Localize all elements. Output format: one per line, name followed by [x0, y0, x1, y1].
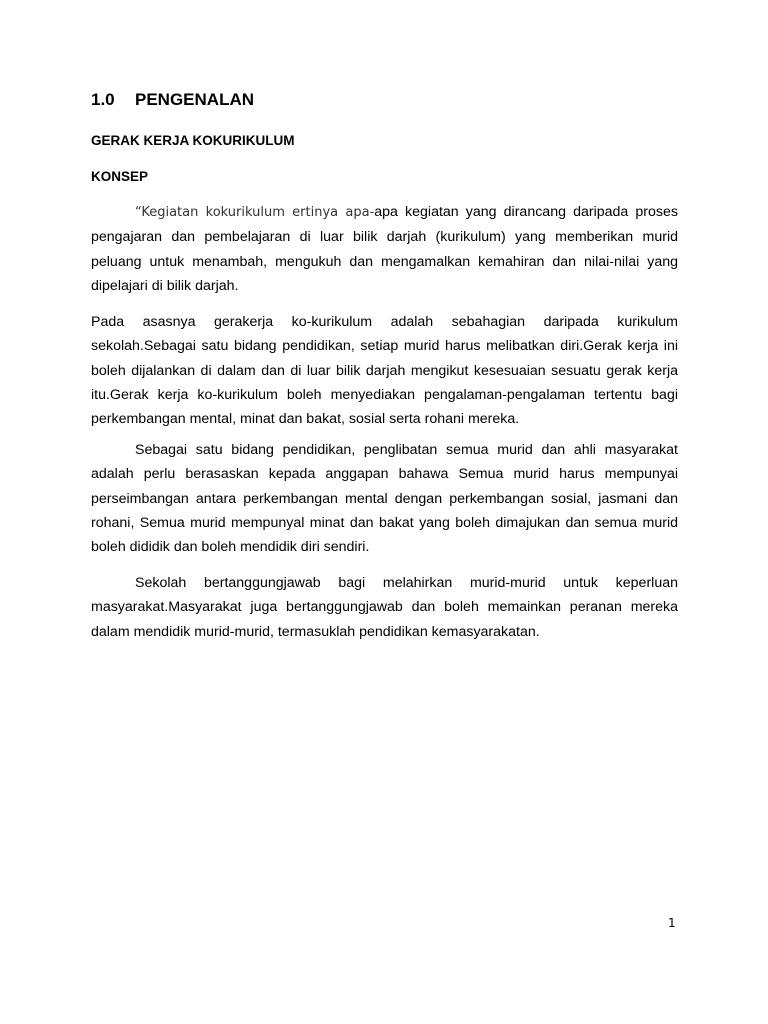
paragraph-1-text: apa kegiatan yang dirancang daripada proses pengajaran dan pembelajaran di luar bilik darjah (kurikulum) yang memberikan murid peluang untuk menambah, mengukuh dan mengamalkan kemahiran dan nilai-nilai yang dipelajari di bilik darjah. [91, 204, 678, 294]
page-number: 1 [668, 916, 676, 930]
paragraph-4: Sekolah bertanggungjawab bagi melahirkan murid-murid untuk keperluan masyarakat.Masyarakat juga bertanggungjawab dan boleh memainkan peranan mereka dalam mendidik murid-murid, termasuklah pendidikan kemasyarakatan. [91, 575, 678, 640]
section-number: 1.0 [91, 90, 115, 109]
concept-label: KONSEP [91, 169, 149, 184]
paragraph-3: Sebagai satu bidang pendidikan, penglibatan semua murid dan ahli masyarakat adalah perlu berasaskan kepada anggapan bahawa Semua murid harus mempunyai perseimbangan antara perkembangan mental dengan perkembangan sosial, jasmani dan rohani, Semua murid mempunyal minat dan bakat yang boleh dimajukan dan semua murid boleh dididik dan boleh mendidik diri sendiri. [91, 442, 678, 556]
subsection-heading: GERAK KERJA KOKURIKULUM [91, 133, 295, 148]
paragraph-1-lead: “Kegiatan kokurikulum ertinya apa- [135, 205, 375, 220]
section-heading [91, 89, 254, 111]
section-title: PENGENALAN [135, 90, 255, 109]
paragraph-1 [91, 200, 678, 298]
paragraph-2: Pada asasnya gerakerja ko-kurikulum adalah sebahagian daripada kurikulum sekolah.Sebagai satu bidang pendidikan, setiap murid harus melibatkan diri.Gerak kerja ini boleh dijalankan di dalam dan di luar bilik darjah mengikut kesesuaian sesuatu gerak kerja itu.Gerak kerja ko-kurikulum boleh menyediakan pengalaman-pengalaman tertentu bagi perkembangan mental, minat dan bakat, sosial serta rohani mereka. [91, 314, 678, 428]
